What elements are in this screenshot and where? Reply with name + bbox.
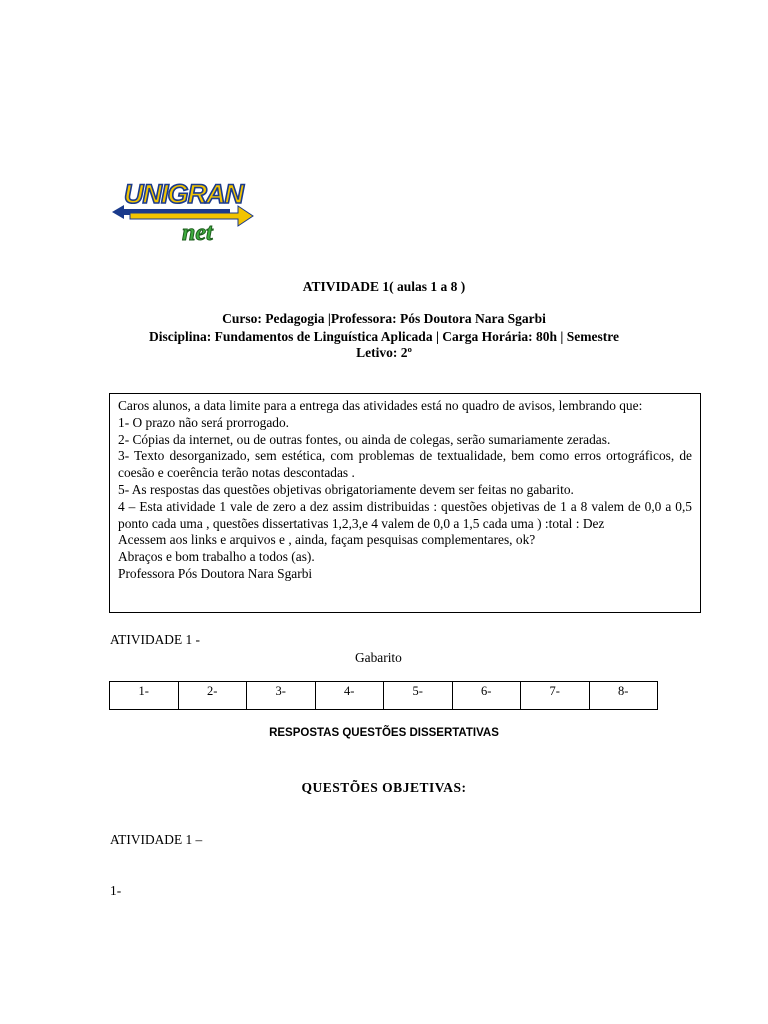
gabarito-cell-7[interactable]: 7- (521, 682, 590, 710)
svg-text:UNIGRAN: UNIGRAN (124, 179, 243, 209)
unigran-net-logo (110, 172, 255, 244)
gabarito-cell-2[interactable]: 2- (178, 682, 247, 710)
objetivas-heading: QUESTÕES OBJETIVAS: (301, 780, 467, 795)
gabarito-cell-8[interactable]: 8- (589, 682, 658, 710)
gabarito-row (110, 682, 658, 710)
gabarito-cell-3[interactable]: 3- (247, 682, 316, 710)
notice-box (109, 393, 701, 613)
gabarito-cell-1[interactable]: 1- (110, 682, 179, 710)
notice-links: Acessem aos links e arquivos e , ainda, façam pesquisas complementares, ok? (118, 532, 536, 548)
term-line: Letivo: 2º (356, 345, 412, 360)
gabarito-cell-4[interactable]: 4- (315, 682, 384, 710)
course-line: Curso: Pedagogia |Professora: Pós Doutora Nara Sgarbi (222, 311, 546, 326)
activity-title: ATIVIDADE 1( aulas 1 a 8 ) (302, 279, 466, 294)
question-1: 1- (110, 883, 122, 898)
svg-text:net: net (182, 220, 213, 244)
notice-item-4: 4 – Esta atividade 1 vale de zero a dez assim distribuidas : questões objetivas de 1 a 8 valem de 0,0 a 0,5 ponto cada uma , questões dissertativas 1,2,3,e 4 valem de 0,0 a 1,5 cada uma ) :total : Dez (118, 498, 692, 531)
gabarito-table (109, 681, 658, 710)
notice-item-1: 1- O prazo não será prorrogado. (118, 414, 290, 430)
activity-label: ATIVIDADE 1 - (110, 632, 200, 647)
gabarito-title: Gabarito (355, 650, 402, 665)
activity-label-2: ATIVIDADE 1 – (110, 832, 203, 847)
dissertativas-heading: RESPOSTAS QUESTÕES DISSERTATIVAS (269, 727, 499, 739)
discipline-line: Disciplina: Fundamentos de Linguística Aplicada | Carga Horária: 80h | Semestre (149, 329, 619, 344)
notice-farewell: Abraços e bom trabalho a todos (as). (118, 549, 315, 565)
notice-item-2: 2- Cópias da internet, ou de outras fontes, ou ainda de colegas, serão sumariamente zeradas. (118, 431, 611, 447)
notice-intro: Caros alunos, a data limite para a entrega das atividades está no quadro de avisos, lembrando que: (118, 398, 643, 413)
notice-item-5: 5- As respostas das questões objetivas obrigatoriamente devem ser feitas no gabarito. (118, 481, 574, 497)
gabarito-cell-6[interactable]: 6- (452, 682, 521, 710)
notice-item-3: 3- Texto desorganizado, sem estética, com problemas de textualidade, bem como erros ortográficos, de coesão e coerência terão notas descontadas . (118, 448, 692, 481)
gabarito-cell-5[interactable]: 5- (384, 682, 453, 710)
notice-signature: Professora Pós Doutora Nara Sgarbi (118, 565, 313, 581)
